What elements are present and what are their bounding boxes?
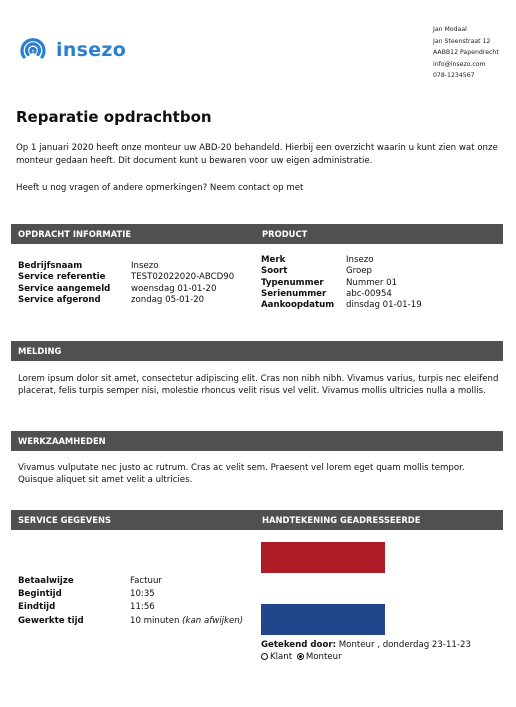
product-row [261, 300, 422, 311]
opdracht-row [18, 261, 234, 272]
field-value: Groep [346, 266, 373, 277]
product-heading: PRODUCT [262, 229, 308, 239]
service-details [18, 575, 243, 628]
product-row [261, 278, 422, 289]
signed-by-label: Getekend door: [261, 640, 337, 650]
sender-address [433, 24, 499, 82]
radio-unchecked-icon [261, 653, 268, 660]
field-value: Insezo [346, 255, 374, 265]
address-city: AABB12 Papendrecht [433, 49, 499, 56]
werkzaamheden-text: Vivamus vulputate nec justo ac rutrum. Cras ac velit sem. Praesent vel lorem eget quam mollis tempor. Quisque aliquet sit amet velit a ultricies. [18, 463, 465, 485]
intro-text: Op 1 januari 2020 heeft onze monteur uw ABD-20 behandeld. Hierbij een overzicht waarin u kunt zien wat onze monteur gedaan heeft. Dit document kunt u bewaren voor uw eigen administratie. [16, 143, 498, 166]
radio-checked-icon [297, 653, 304, 660]
signature-image-red [261, 542, 385, 573]
service-row [18, 615, 243, 628]
field-label: Service aangemeld [18, 283, 111, 294]
field-value: zondag 05-01-20 [131, 294, 205, 305]
product-details [261, 255, 422, 311]
product-row [261, 266, 422, 277]
address-email[interactable]: info@insezo.com [433, 60, 486, 68]
field-value: TEST02022020-ABCD90 [131, 272, 235, 283]
handtekening-heading: HANDTEKENING GEADRESSEERDE [262, 515, 421, 525]
logo-text: insezo [56, 39, 127, 61]
radio-klant[interactable] [261, 652, 292, 662]
opdracht-details [18, 261, 234, 306]
logo-arcs-icon [17, 36, 49, 64]
opdracht-row [18, 295, 234, 306]
address-name: Jan Modaal [433, 26, 467, 33]
radio-label: Monteur [305, 652, 342, 662]
service-row [18, 575, 243, 588]
company-logo [17, 36, 126, 64]
field-note: (kan afwijken) [182, 615, 244, 626]
field-label: Aankoopdatum [261, 300, 335, 311]
service-heading: SERVICE GEGEVENS [18, 515, 112, 525]
field-value: 10 minuten [130, 615, 180, 626]
field-label: Serienummer [261, 288, 327, 299]
field-value: 11:56 [130, 602, 155, 613]
field-label: Begintijd [18, 589, 62, 600]
field-value: 10:35 [130, 589, 155, 600]
field-label: Service referentie [18, 272, 106, 283]
field-label: Merk [261, 255, 286, 265]
signature-image-blue [261, 604, 385, 635]
opdracht-row [18, 272, 234, 283]
signed-by-line [261, 639, 471, 651]
address-street: Jan Steenstraat 12 [433, 37, 491, 45]
signer-options [261, 651, 471, 663]
field-label: Bedrijfsnaam [18, 261, 83, 271]
section-bar-service-handtekening [11, 510, 503, 530]
field-label: Betaalwijze [18, 576, 74, 586]
address-phone[interactable]: 078-1234567 [433, 72, 475, 79]
melding-text: Lorem ipsum dolor sit amet, consectetur adipiscing elit. Cras non nibh nibh. Vivamus varius, turpis nec eleifend placerat, felis turpis semper nisi, molestie rhoncus velit risus vel velit. Vivamus mollis ultricies nulla a mollis. [18, 374, 499, 396]
field-value: woensdag 01-01-20 [131, 283, 217, 294]
opdracht-heading: OPDRACHT INFORMATIE [18, 229, 132, 239]
field-label: Service afgerond [18, 294, 101, 305]
field-value: abc-00954 [346, 288, 392, 299]
radio-label: Klant [270, 652, 293, 662]
field-value: dinsdag 01-01-19 [346, 300, 422, 311]
field-value: Nummer 01 [346, 277, 398, 288]
signed-by [261, 639, 471, 663]
section-bar-opdracht-product [11, 224, 503, 244]
section-bar-melding [11, 341, 503, 361]
service-row [18, 588, 243, 601]
page-title: Reparatie opdrachtbon [16, 108, 212, 126]
service-row [18, 601, 243, 614]
section-bar-werkzaamheden [11, 431, 503, 451]
field-value: Factuur [130, 576, 162, 586]
opdracht-row [18, 284, 234, 295]
field-label: Eindtijd [18, 602, 56, 613]
signed-by-value: Monteur , donderdag 23-11-23 [338, 640, 471, 650]
field-label: Typenummer [261, 277, 324, 288]
product-row [261, 255, 422, 266]
melding-heading: MELDING [18, 346, 62, 356]
field-label: Soort [261, 266, 288, 277]
product-row [261, 289, 422, 300]
field-value: Insezo [131, 261, 159, 271]
radio-monteur[interactable] [297, 652, 342, 662]
werkzaamheden-heading: WERKZAAMHEDEN [18, 436, 106, 446]
field-label: Gewerkte tijd [18, 615, 84, 626]
contact-text: Heeft u nog vragen of andere opmerkingen? Neem contact op met [16, 183, 304, 193]
